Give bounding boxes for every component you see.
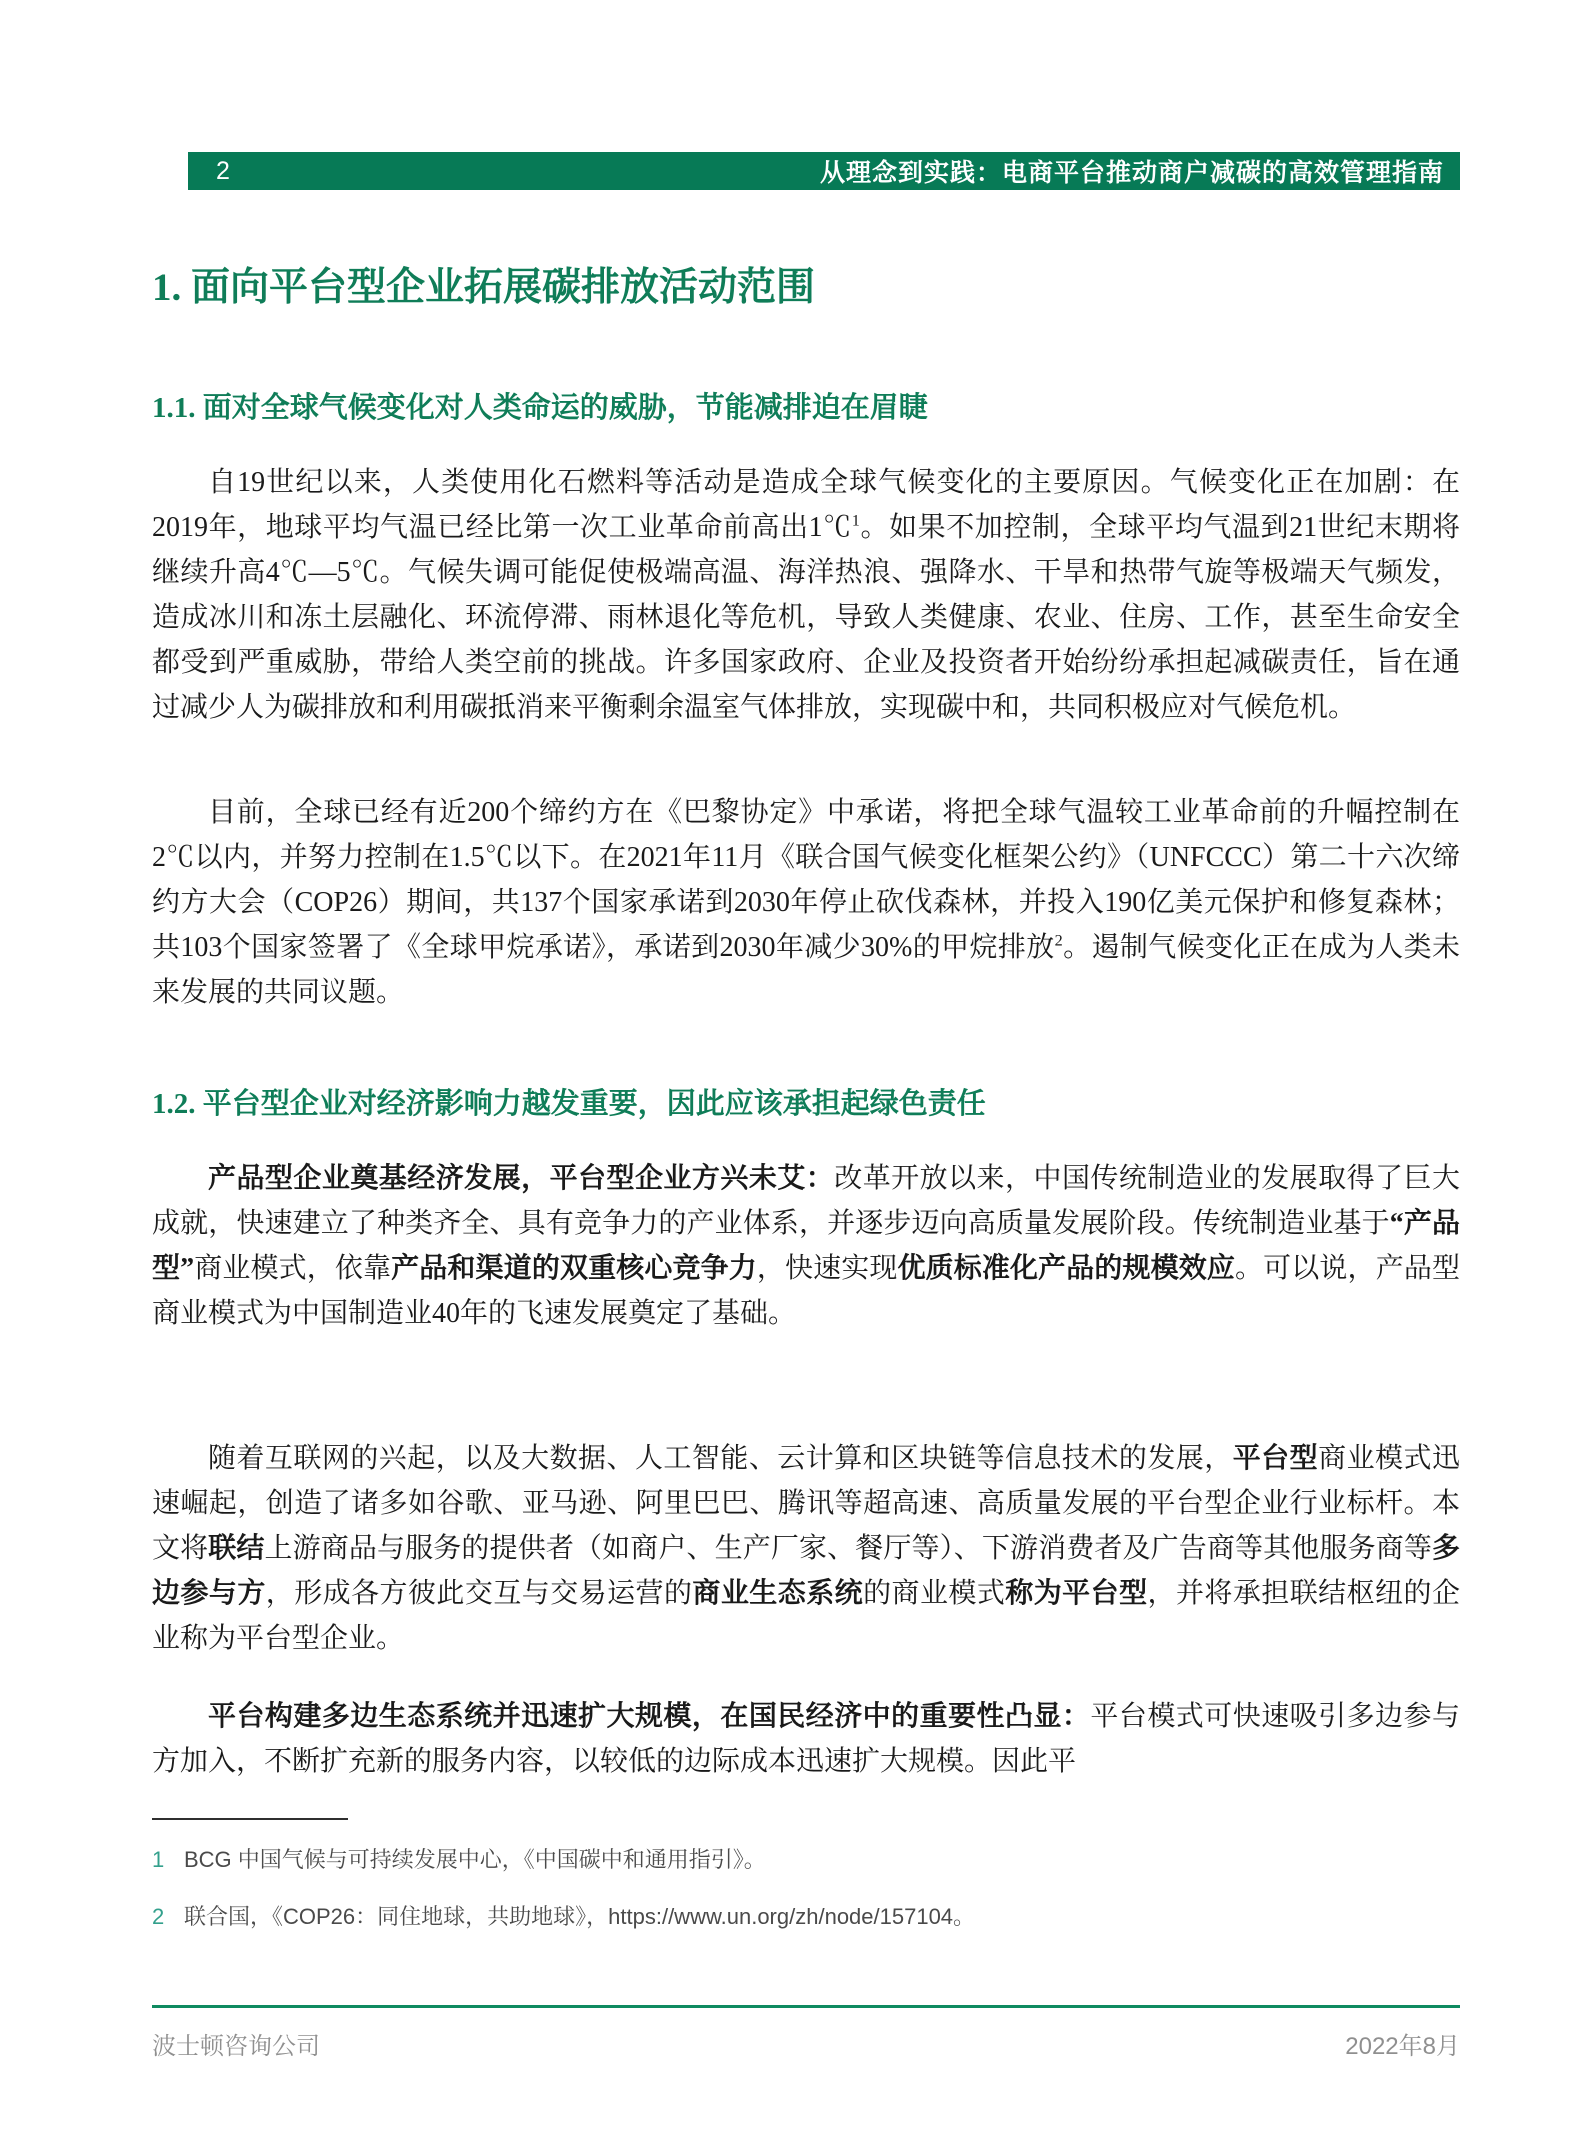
page-header-bar: [188, 152, 1460, 190]
page-number: 2: [216, 156, 230, 185]
footer-rule: [152, 2005, 1460, 2008]
footnote-divider: [152, 1818, 348, 1820]
footnote-number: 2: [152, 1903, 165, 1929]
footnote-text: BCG 中国气候与可持续发展中心，《中国碳中和通用指引》。: [184, 1847, 766, 1872]
footer-company: 波士顿咨询公司: [152, 2033, 320, 2060]
footnotes: [152, 1845, 1460, 1958]
footnote-1: [152, 1845, 1460, 1875]
subsection-heading-1-2: 1.2. 平台型企业对经济影响力越发重要，因此应该承担起绿色责任: [152, 1088, 986, 1120]
body-paragraph: 随着互联网的兴起，以及大数据、人工智能、云计算和区块链等信息技术的发展，平台型商业模式迅速崛起，创造了诸多如谷歌、亚马逊、阿里巴巴、腾讯等超高速、高质量发展的平台型企业行业标杆。本文将联结上游商品与服务的提供者（如商户、生产厂家、餐厅等）、下游消费者及广告商等其他服务商等多边参与方，形成各方彼此交互与交易运营的商业生态系统的商业模式称为平台型，并将承担联结枢纽的企业称为平台型企业。: [152, 1443, 1460, 1654]
running-title: 从理念到实践：电商平台推动商户减碳的高效管理指南: [819, 159, 1444, 187]
subsection-heading-1-1: 1.1. 面对全球气候变化对人类命运的威胁，节能减排迫在眉睫: [152, 392, 928, 424]
body-paragraph: 自19世纪以来，人类使用化石燃料等活动是造成全球气候变化的主要原因。气候变化正在加剧：在2019年，地球平均气温已经比第一次工业革命前高出1℃$^1$。如果不加控制，全球平均气温到21世纪末期将继续升高4℃—5℃。气候失调可能促使极端高温、海洋热浪、强降水、干旱和热带气旋等极端天气频发，造成冰川和冻土层融化、环流停滞、雨林退化等危机，导致人类健康、农业、住房、工作，甚至生命安全都受到严重威胁，带给人类空前的挑战。许多国家政府、企业及投资者开始纷纷承担起减碳责任，旨在通过减少人为碳排放和利用碳抵消来平衡剩余温室气体排放，实现碳中和，共同积极应对气候危机。: [152, 467, 1460, 723]
footnote-number: 1: [152, 1847, 165, 1872]
body-paragraph: 目前，全球已经有近200个缔约方在《巴黎协定》中承诺，将把全球气温较工业革命前的升幅控制在2℃以内，并努力控制在1.5℃以下。在2021年11月《联合国气候变化框架公约》（UNFCCC）第二十六次缔约方大会（COP26）期间，共137个国家承诺到2030年停止砍伐森林，并投入190亿美元保护和修复森林；共103个国家签署了《全球甲烷承诺》，承诺到2030年减少30%的甲烷排放$^2$。遏制气候变化正在成为人类未来发展的共同议题。: [152, 797, 1460, 1008]
page-footer: [152, 2026, 1460, 2061]
footnote-text: 联合国，《COP26：同住地球，共助地球》，https://www.un.org/zh/node/157104。: [184, 1903, 976, 1929]
section-title: 1. 面向平台型企业拓展碳排放活动范围: [152, 266, 816, 309]
body-paragraph: 平台构建多边生态系统并迅速扩大规模，在国民经济中的重要性凸显：平台模式可快速吸引多边参与方加入，不断扩充新的服务内容，以较低的边际成本迅速扩大规模。因此平: [152, 1701, 1460, 1777]
body-paragraph: 产品型企业奠基经济发展，平台型企业方兴未艾：改革开放以来，中国传统制造业的发展取得了巨大成就，快速建立了种类齐全、具有竞争力的产业体系，并逐步迈向高质量发展阶段。传统制造业基于“产品型”商业模式，依靠产品和渠道的双重核心竞争力，快速实现优质标准化产品的规模效应。可以说，产品型商业模式为中国制造业40年的飞速发展奠定了基础。: [152, 1163, 1460, 1329]
footnote-2: [152, 1902, 1460, 1932]
footer-date: 2022年8月: [1345, 2033, 1460, 2060]
